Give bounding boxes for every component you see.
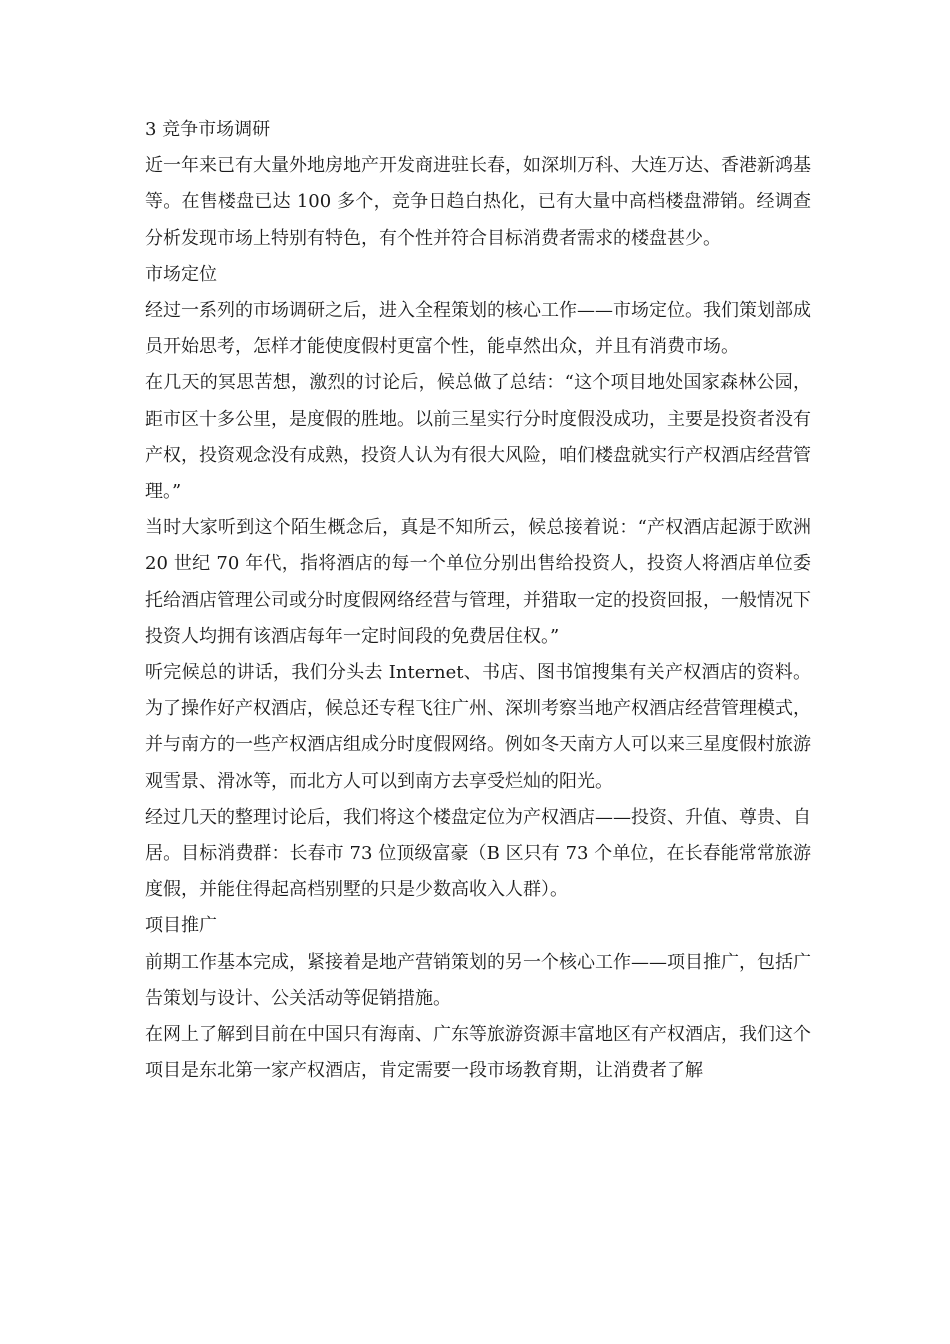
paragraph-promotion-intro: 前期工作基本完成，紧接着是地产营销策划的另一个核心工作——项目推广，包括广告策划与设计、公关活动等促销措施。 <box>145 951 811 1009</box>
paragraph-manager-summary: 在几天的冥思苦想，激烈的讨论后，候总做了总结：“这个项目地处国家森林公园，距市区十多公里，是度假的胜地。以前三星实行分时度假没成功，主要是投资者没有产权，投资观念没有成熟，投资人认为有很大风险，咱们楼盘就实行产权酒店经营管理。” <box>145 372 811 503</box>
document-body <box>145 112 811 1089</box>
paragraph-positioning-intro: 经过一系列的市场调研之后，进入全程策划的核心工作——市场定位。我们策划部成员开始思考，怎样才能使度假村更富个性，能卓然出众，并且有消费市场。 <box>145 300 811 358</box>
section-heading-project-promotion: 项目推广 <box>145 915 217 937</box>
paragraph-research-trip: 听完候总的讲话，我们分头去 Internet、书店、图书馆搜集有关产权酒店的资料。为了操作好产权酒店，候总还专程飞往广州、深圳考察当地产权酒店经营管理模式，并与南方的一些产权酒店组成分时度假网络。例如冬天南方人可以来三星度假村旅游观雪景、滑冰等，而北方人可以到南方去享受烂灿的阳光。 <box>145 662 811 792</box>
paragraph-market-competition: 近一年来已有大量外地房地产开发商进驻长春，如深圳万科、大连万达、香港新鸿基等。在售楼盘已达 100 多个，竞争日趋白热化，已有大量中高档楼盘滞销。经调查分析发现市场上特别有特色，有个性并符合目标消费者需求的楼盘甚少。 <box>145 155 811 249</box>
paragraph-market-education: 在网上了解到目前在中国只有海南、广东等旅游资源丰富地区有产权酒店，我们这个项目是东北第一家产权酒店，肯定需要一段市场教育期，让消费者了解 <box>145 1024 811 1082</box>
section-heading-market-positioning: 市场定位 <box>145 263 217 285</box>
paragraph-property-hotel-concept: 当时大家听到这个陌生概念后，真是不知所云，候总接着说：“产权酒店起源于欧洲 20 世纪 70 年代，指将酒店的每一个单位分别出售给投资人，投资人将酒店单位委托给酒店管理公司或分时度假网络经营与管理，并猎取一定的投资回报，一般情况下投资人均拥有该酒店每年一定时间段的免费居住权。” <box>145 517 811 647</box>
section-heading-competition-research: 3 竞争市场调研 <box>145 119 271 140</box>
paragraph-target-market: 经过几天的整理讨论后，我们将这个楼盘定位为产权酒店——投资、升值、尊贵、自居。目标消费群：长春市 73 位顶级富豪（B 区只有 73 个单位，在长春能常常旅游度假，并能住得起高档别墅的只是少数高收入人群）。 <box>145 806 811 901</box>
